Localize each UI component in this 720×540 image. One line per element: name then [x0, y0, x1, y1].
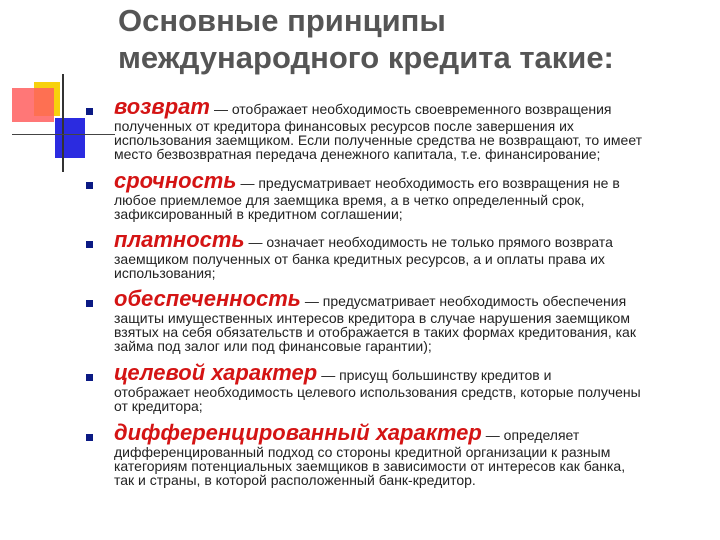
principle-description-line: место безвозвратная передача денежного капитала, т.е. финансирование;: [114, 146, 601, 162]
principle-description-line: дифференцированный подход со стороны кредитной организации к разным: [114, 444, 611, 460]
title-line-2: международного кредита такие:: [118, 40, 614, 75]
title-line-1: Основные принципы: [118, 3, 446, 38]
principle-term: дифференцированный характер: [114, 420, 482, 445]
principles-list: [84, 96, 714, 487]
bullet-icon: [86, 241, 93, 248]
principle-description-first-line: — предусматривает необходимость его возвращения не в: [240, 175, 620, 191]
principle-description-first-line: — определяет: [485, 427, 580, 443]
principle-description-first-line: — присущ большинству кредитов и: [321, 367, 552, 383]
principle-description-line: от кредитора;: [114, 398, 203, 414]
principle-description-line: категориям потенциальных заемщиков в зависимости от интересов как банка,: [114, 458, 626, 474]
bullet-icon: [86, 108, 93, 115]
principle-item: [84, 288, 714, 353]
principle-description-line: так и страны, в которой расположенный банк-кредитор.: [114, 472, 476, 488]
red-square: [12, 88, 54, 122]
principle-item: [84, 422, 714, 487]
bullet-icon: [86, 300, 93, 307]
principle-term: целевой характер: [114, 360, 318, 385]
vertical-line: [62, 74, 64, 172]
bullet-icon: [86, 182, 93, 189]
principle-description-line: отображает необходимость целевого использования средств, которые получены: [114, 384, 641, 400]
principle-description-line: любое приемлемое для заемщика время, а в четко определенный срок,: [114, 192, 585, 208]
principle-description-line: использования заемщиком. Если полученные средства не возвращают, то имеет: [114, 132, 643, 148]
principle-item: [84, 96, 714, 161]
principle-term: срочность: [114, 168, 237, 193]
bullet-icon: [86, 374, 93, 381]
principle-description-line: займа под залог или под финансовые гарантии);: [114, 338, 432, 354]
principle-description-line: заемщиком полученных от банка кредитных ресурсов, а и оплаты права их: [114, 251, 605, 267]
principle-item: [84, 362, 714, 413]
blue-square: [55, 118, 85, 158]
principle-description-first-line: — предусматривает необходимость обеспечения: [304, 293, 627, 309]
slide-title: [118, 2, 708, 76]
principle-item: [84, 170, 714, 221]
principle-description-line: использования;: [114, 265, 216, 281]
principle-description-first-line: — отображает необходимость своевременного возвращения: [213, 101, 612, 117]
principle-description-line: защиты имущественных интересов кредитора в случае нарушения заемщиком: [114, 310, 630, 326]
principle-term: обеспеченность: [114, 286, 301, 311]
principle-description-line: взятых на себя обязательств и отображается в таких формах кредитования, как: [114, 324, 636, 340]
principle-term: возврат: [114, 94, 210, 119]
principle-description-line: полученных от кредитора финансовых ресурсов после завершения их: [114, 118, 574, 134]
bullet-icon: [86, 434, 93, 441]
principle-description-line: зафиксированный в кредитном соглашении;: [114, 206, 403, 222]
principle-item: [84, 229, 714, 280]
principle-term: платность: [114, 227, 245, 252]
principle-description-first-line: — означает необходимость не только прямого возврата: [248, 234, 613, 250]
